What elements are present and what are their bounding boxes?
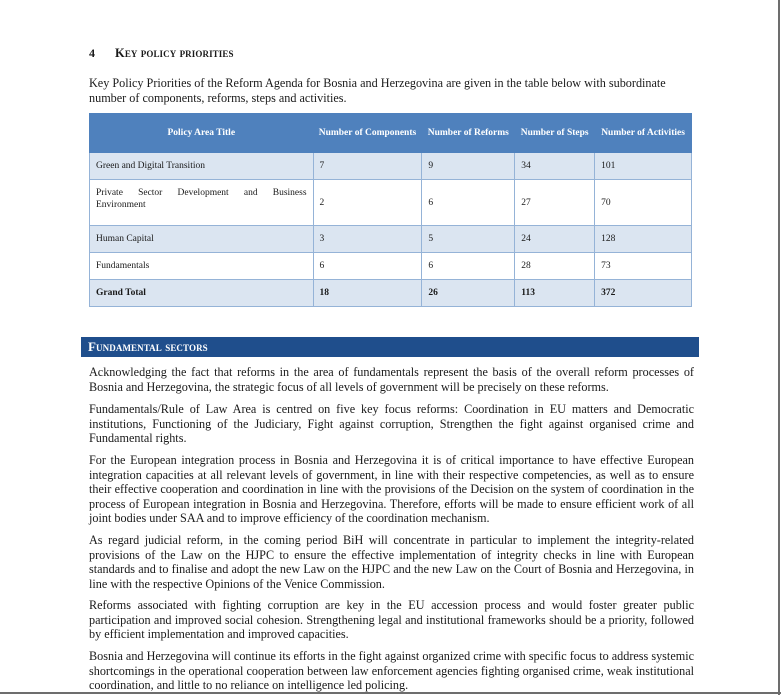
cell-components: 3 — [313, 226, 422, 253]
cell-policy-area: Green and Digital Transition — [90, 153, 314, 180]
cell-reforms: 6 — [422, 180, 515, 226]
cell-steps: 27 — [515, 180, 595, 226]
cell-activities: 101 — [595, 153, 692, 180]
cell-total-reforms: 26 — [422, 280, 515, 307]
column-header-steps: Number of Steps — [515, 114, 595, 153]
table-header-row — [90, 114, 692, 153]
cell-policy-area: Private Sector Development and Business Environment — [90, 180, 314, 226]
table-row — [90, 153, 692, 180]
column-header-reforms: Number of Reforms — [422, 114, 515, 153]
cell-steps: 24 — [515, 226, 595, 253]
cell-policy-area: Fundamentals — [90, 253, 314, 280]
cell-steps: 28 — [515, 253, 595, 280]
column-header-policy-area: Policy Area Title — [90, 114, 314, 153]
column-header-activities: Number of Activities — [595, 114, 692, 153]
section-title: Key policy priorities — [115, 46, 234, 60]
cell-components: 2 — [313, 180, 422, 226]
section-number: 4 — [89, 46, 96, 60]
cell-components: 6 — [313, 253, 422, 280]
cell-reforms: 6 — [422, 253, 515, 280]
cell-total-steps: 113 — [515, 280, 595, 307]
policy-priorities-table — [89, 113, 692, 307]
table-row — [90, 253, 692, 280]
paragraph-rule-of-law: Fundamentals/Rule of Law Area is centred on five key focus reforms: Coordination in EU matters and Democratic institutions, Functioning of the Judiciary, Fight against corruption, Strengthen the fight against organised crime and Fundamental rights. — [89, 402, 694, 445]
cell-steps: 34 — [515, 153, 595, 180]
intro-paragraph: Key Policy Priorities of the Reform Agenda for Bosnia and Herzegovina are given in the table below with subordinate number of components, reforms, steps and activities. — [89, 76, 666, 105]
paragraph-organized-crime: Bosnia and Herzegovina will continue its efforts in the fight against organized crime with specific focus to address systemic shortcomings in the operational cooperation between law enforcement agencies fighting organised crime, weak institutional coordination, and little to no reliance on intelligence led policing. — [89, 649, 694, 692]
paragraph-corruption: Reforms associated with fighting corruption are key in the EU accession process and would foster greater public participation and improved social cohesion. Strengthening legal and institutional frameworks should be a priority, followed by efficient implementation and improved capacities. — [89, 598, 694, 641]
cell-activities: 128 — [595, 226, 692, 253]
cell-components: 7 — [313, 153, 422, 180]
paragraph-eu-integration: For the European integration process in Bosnia and Herzegovina it is of critical importance to have effective European integration capacities at all relevant levels of government, in line with their respective competencies, as well as to ensure their effective cooperation and coordination in line with the provisions of the Decision on the system of coordination in the process of European integration in Bosnia and Herzegovina. Therefore, efforts will be made to ensure efficient work of all joint bodies under SAA and to improve efficiency of the coordination mechanism. — [89, 453, 694, 525]
paragraph-acknowledging: Acknowledging the fact that reforms in the area of fundamentals represent the basis of the overall reform processes of Bosnia and Herzegovina, the strategic focus of all levels of government will be precisely on these reforms. — [89, 365, 694, 394]
cell-total-components: 18 — [313, 280, 422, 307]
page-border-right — [778, 0, 780, 695]
section-heading — [89, 46, 234, 61]
cell-reforms: 9 — [422, 153, 515, 180]
cell-policy-area: Human Capital — [90, 226, 314, 253]
cell-total-activities: 372 — [595, 280, 692, 307]
cell-reforms: 5 — [422, 226, 515, 253]
cell-activities: 73 — [595, 253, 692, 280]
cell-total-label: Grand Total — [90, 280, 314, 307]
table-row — [90, 226, 692, 253]
table-total-row — [90, 280, 692, 307]
paragraph-judicial-reform: As regard judicial reform, in the coming period BiH will concentrate in particular to implement the integrity-related provisions of the Law on the HJPC to ensure the effective implementation of integrity checks in line with European standards and to finalise and adopt the new Law on the HJPC and the new Law on the Court of Bosnia and Herzegovina, in line with the respective Opinions of the Venice Commission. — [89, 533, 694, 591]
table-row — [90, 180, 692, 226]
fundamental-sectors-heading: Fundamental sectors — [81, 337, 699, 357]
column-header-components: Number of Components — [313, 114, 422, 153]
cell-activities: 70 — [595, 180, 692, 226]
